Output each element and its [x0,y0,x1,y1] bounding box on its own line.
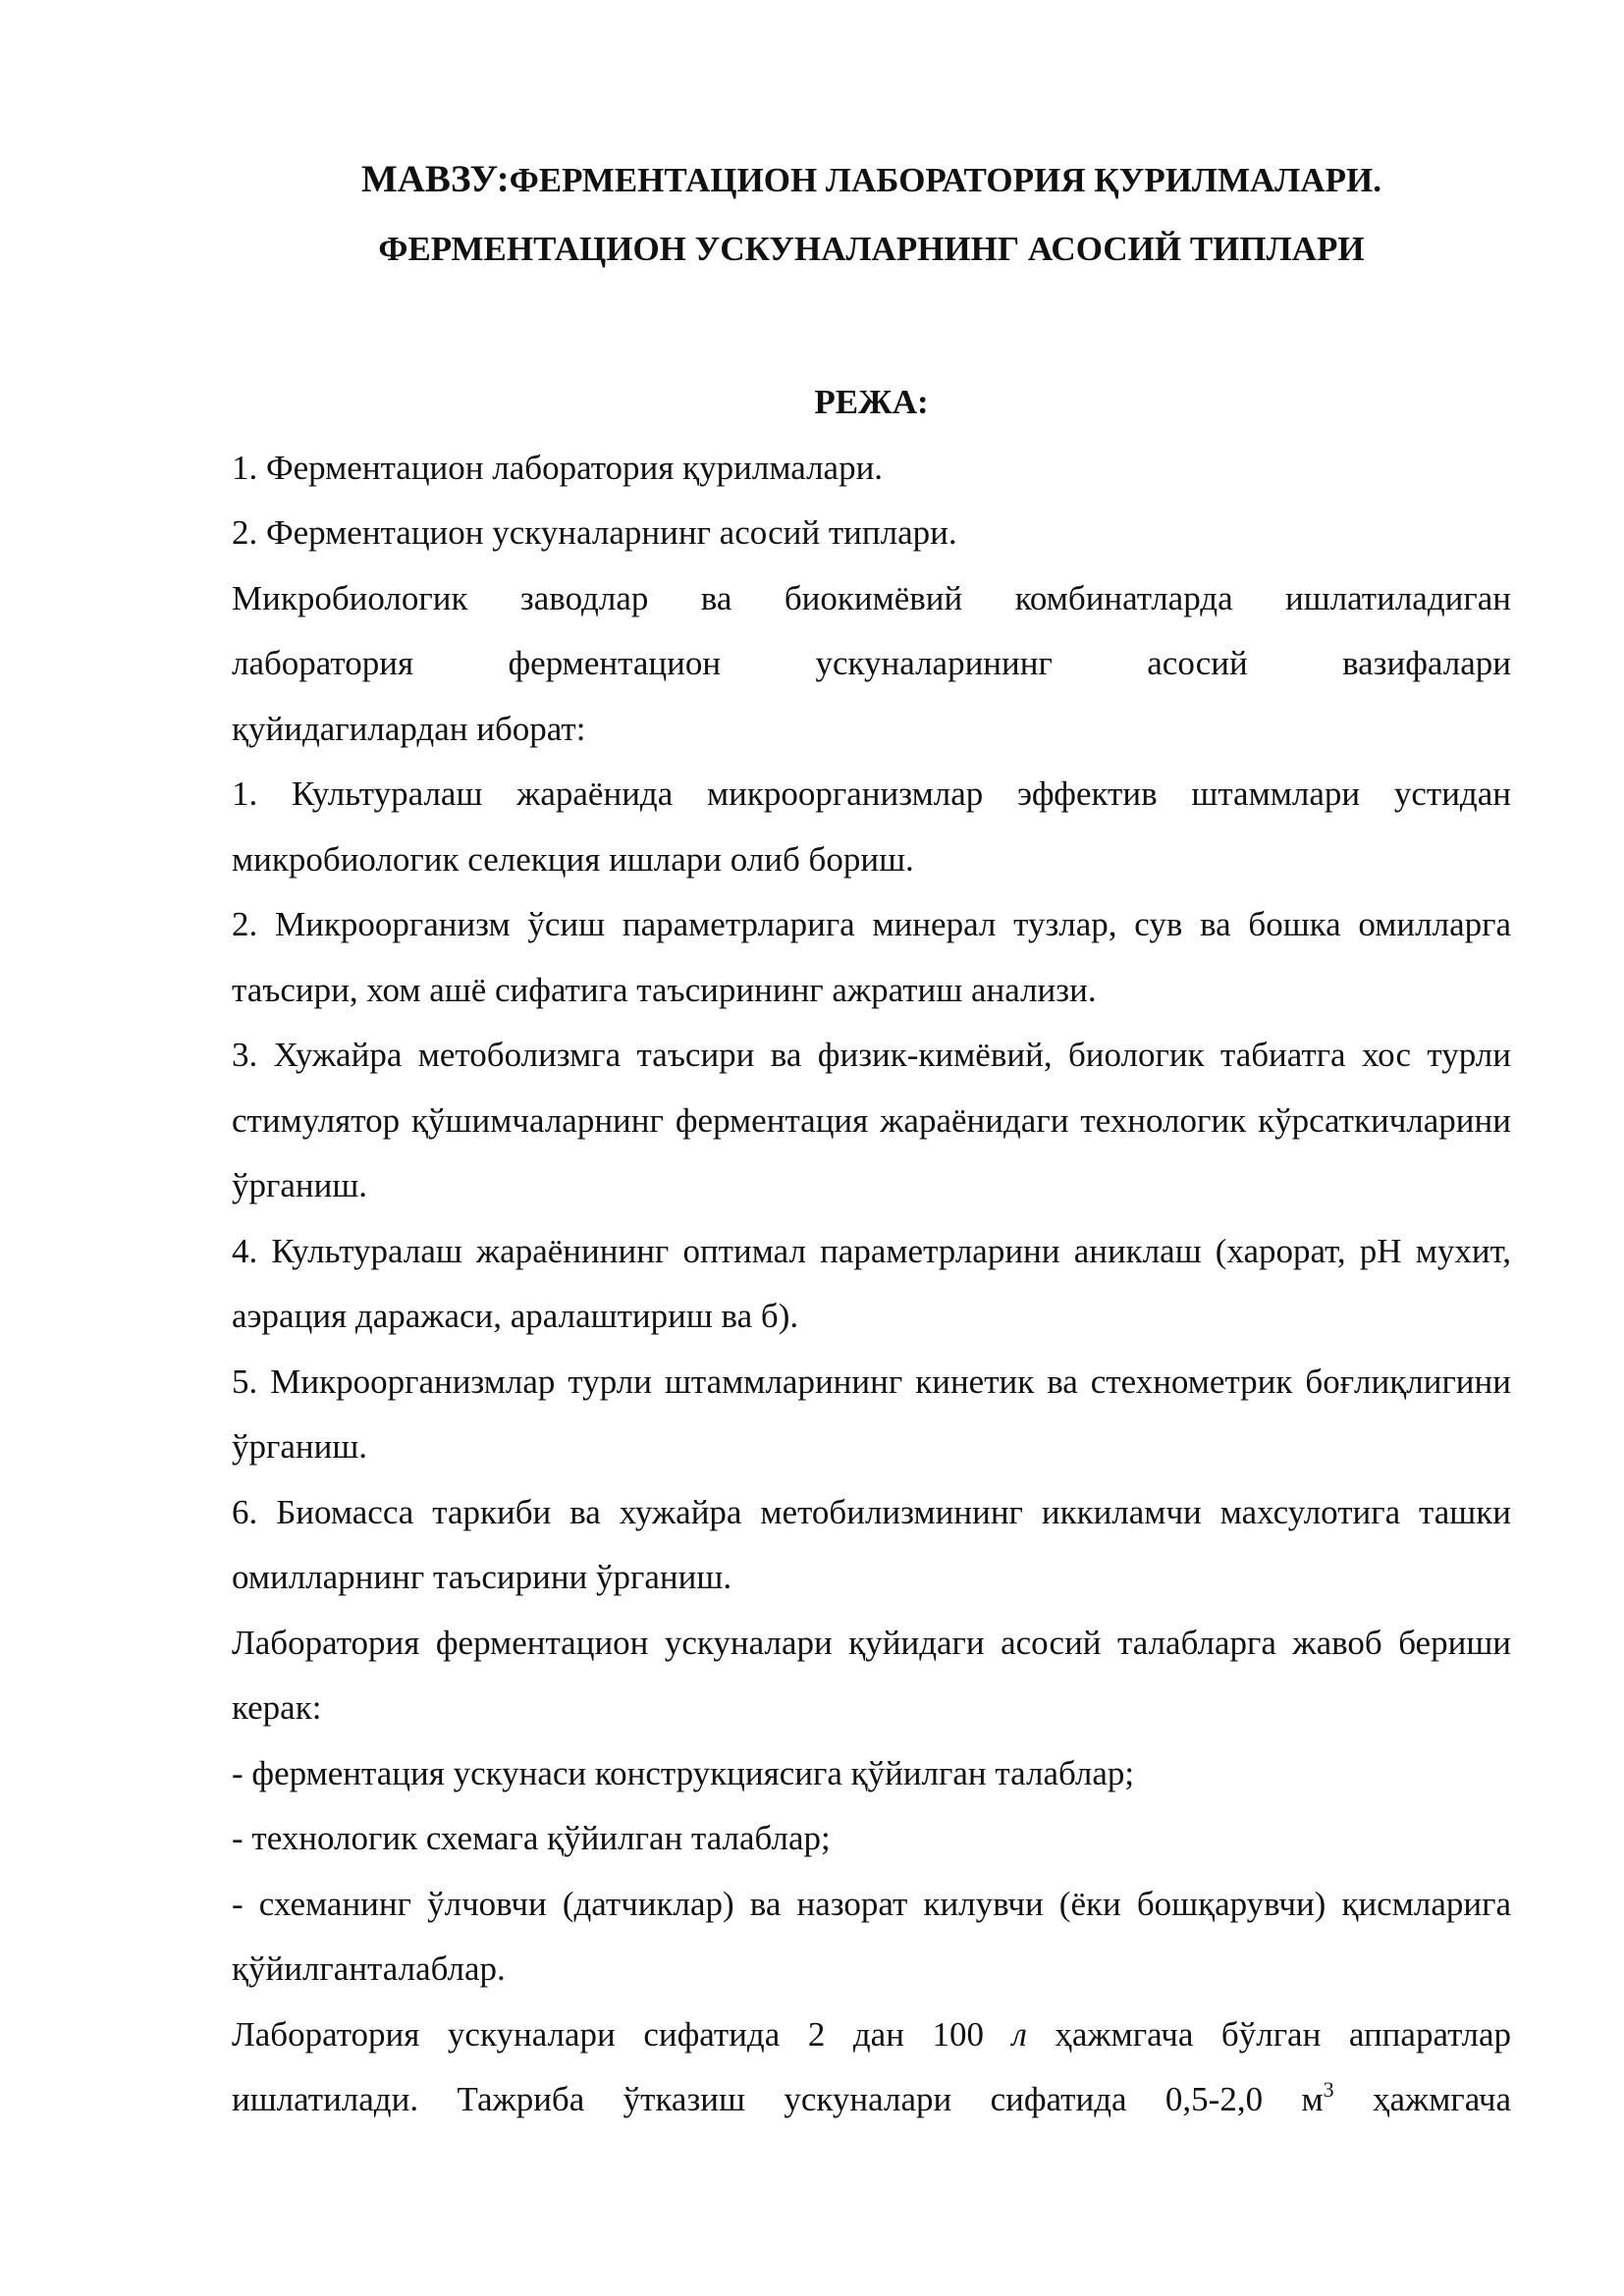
final-text-2: ҳажмгача бўлган аппаратлар ишлатилади. Тажриба ўтказиш ускуналари сифатида 0,5-2,0 м [232,2014,1511,2118]
title-line-2: ФЕРМЕНТАЦИОН УСКУНАЛАРНИНГ АСОСИЙ ТИПЛАРИ [378,230,1365,268]
requirement-item-1: - ферментация ускунаси конструкциясига қўйилган талаблар; [232,1753,1135,1792]
intro-line-1: Микробиологик заводлар ва биокимёвий комбинатларда ишлатиладиган [232,578,1511,617]
task-item-4: 4. Культуралаш жараёнининг оптимал параметрларини аниклаш (харорат, рН мухит, аэрация даражаси, аралаштириш ва б). [232,1231,1511,1335]
task-item-6: 6. Биомасса таркиби ва хужайра метобилизмининг иккиламчи махсулотига ташки омилларнинг таъсирини ўрганиш. [232,1492,1511,1596]
unit-liter: л [1011,2014,1027,2054]
final-paragraph [232,2002,1511,2133]
intro-line-2: лаборатория ферментацион ускуналарининг асосий вазифалари [232,644,1511,682]
intro-line-3: қуйидагилардан иборат: [232,709,586,748]
document-title [232,145,1511,284]
title-line-1 [232,145,1511,215]
task-item-1: 1. Культуралаш жараёнида микроорганизмлар эффектив штаммлари устидан микробиологик селекция ишлари олиб бориш. [232,774,1511,879]
intro-paragraph [232,566,1511,763]
requirement-item-3: - схеманинг ўлчовчи (датчиклар) ва назорат килувчи (ёки бошқарувчи) қисмларига қўйилганталаблар. [232,1884,1511,1988]
plan-item-2: 2. Ферментацион ускуналарнинг асосий типлари. [232,513,957,552]
title-line-1-rest: ФЕРМЕНТАЦИОН ЛАБОРАТОРИЯ ҚУРИЛМАЛАРИ. [509,161,1382,199]
final-text-1: Лаборатория ускуналари сифатида 2 дан 100 [232,2014,1012,2054]
final-text-3: ҳажмгача [1333,2080,1511,2118]
task-item-3: 3. Хужайра метоболизмга таъсири ва физик-кимёвий, биологик табиатга хос турли стимулятор қўшимчаларнинг ферментация жараёнидаги технологик кўрсаткичларини ўрганиш. [232,1036,1511,1204]
task-item-5: 5. Микроорганизмлар турли штаммларининг кинетик ва стехнометрик боғлиқлигини ўрганиш. [232,1362,1511,1466]
plan-item-1: 1. Ферментацион лаборатория қурилмалари. [232,448,884,487]
title-lead: МАВЗУ: [360,158,510,200]
superscript-3: 3 [1323,2077,1334,2102]
requirement-item-2: - технологик схемага қўйилган талаблар; [232,1819,831,1857]
task-item-2: 2. Микроорганизм ўсиш параметрларига минерал тузлар, сув ва бошка омилларга таъсири, хом ашё сифатига таъсирининг ажратиш анализи. [232,905,1511,1009]
plan-heading: РЕЖА: [814,383,929,421]
requirements-intro: Лаборатория ферментацион ускуналари қуйидаги асосий талабларга жавоб бериши керак: [232,1623,1511,1727]
